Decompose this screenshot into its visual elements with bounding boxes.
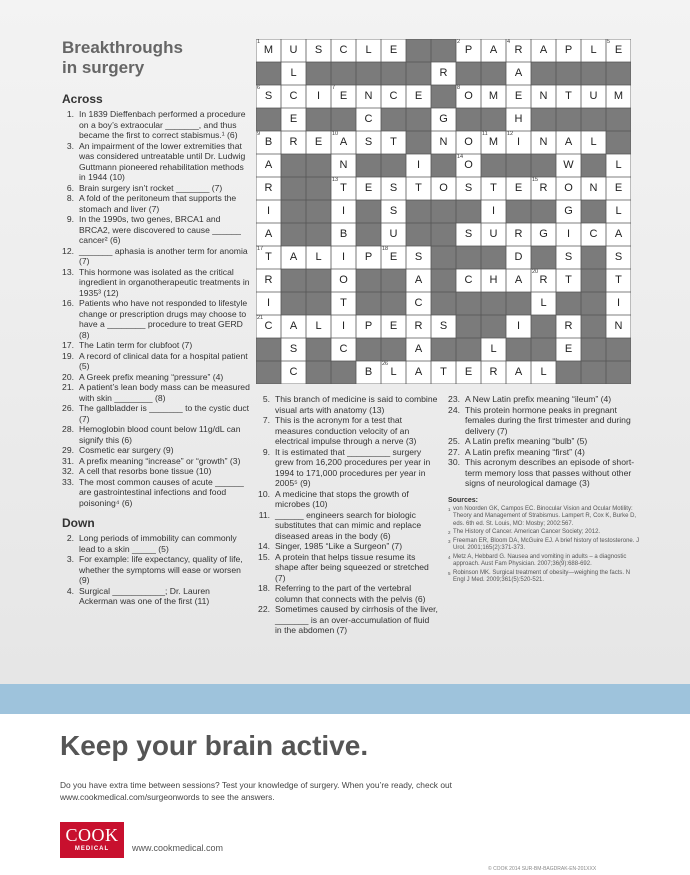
- cell-letter: I: [566, 228, 571, 240]
- clue-item: [62, 554, 250, 586]
- clue-item: [62, 267, 250, 299]
- clue-text: Cosmetic ear surgery (9): [79, 445, 174, 455]
- cell-letter: E: [564, 343, 573, 355]
- title-line-1: Breakthroughs: [62, 38, 183, 57]
- clue-item: [62, 456, 250, 467]
- clue-number: 16.: [62, 298, 74, 308]
- clue-text: This hormone was isolated as the critical ingredient in organotherapeutic treatments in 1935³ (12): [79, 266, 250, 298]
- cell-letter: C: [289, 366, 298, 378]
- cell-letter: B: [364, 366, 373, 378]
- cell-number: 14: [457, 154, 464, 160]
- source-text: von Noorden GK, Campos EC. Binocular Vision and Ocular Motility: Theory and Management of Strabismus. Lampert R, Cox K, Burke D, eds. 6th ed. St. Louis, MO: Mosby; 2002:567.: [453, 505, 637, 527]
- cell-letter: U: [289, 44, 298, 56]
- cell-letter: E: [614, 44, 623, 56]
- clue-item: [258, 447, 438, 489]
- down-clue-list-3-items: [448, 394, 640, 489]
- sources-heading: Sources:: [448, 496, 478, 504]
- clue-number: 31.: [62, 455, 74, 466]
- clue-item: [448, 436, 640, 447]
- clue-number: 1.: [66, 109, 74, 119]
- cell-letter: B: [264, 136, 273, 148]
- clue-item: [62, 340, 250, 351]
- cell-letter: C: [264, 320, 273, 332]
- clue-text: Brain surgery isn’t rocket _______ (7): [79, 182, 223, 193]
- cell-letter: C: [414, 297, 423, 309]
- clue-text: A prefix meaning “increase” or “growth” (3): [79, 455, 241, 466]
- cell-letter: N: [439, 136, 448, 148]
- cell-letter: A: [564, 136, 573, 148]
- cell-letter: N: [539, 136, 548, 148]
- cell-letter: O: [464, 136, 473, 148]
- cell-letter: P: [364, 320, 373, 332]
- down-heading: Down: [62, 516, 95, 530]
- cell-number: 5: [607, 39, 611, 45]
- clue-number: 32.: [62, 466, 74, 476]
- cell-letter: S: [289, 343, 298, 355]
- cell-letter: A: [539, 44, 548, 56]
- cell-letter: L: [540, 297, 547, 309]
- cell-letter: C: [589, 228, 598, 240]
- source-item: [448, 570, 640, 585]
- clue-text: Surgical ___________; Dr. Lauren Ackerman was one of the first (11): [79, 585, 210, 606]
- cell-letter: A: [339, 136, 348, 148]
- cell-letter: O: [564, 182, 573, 194]
- cell-letter: U: [389, 228, 398, 240]
- down-clue-list-3: [448, 394, 640, 586]
- clue-number: 6.: [66, 182, 74, 193]
- clue-item: [448, 405, 640, 437]
- clue-text: This is the acronym for a test that measures conduction velocity of an electrical impulse through a nerve (3): [275, 415, 417, 446]
- cell-letter: E: [339, 90, 348, 102]
- cell-letter: L: [315, 251, 322, 263]
- grid-lines: [256, 39, 631, 384]
- cell-letter: S: [264, 90, 273, 102]
- clue-number: 4.: [66, 585, 74, 596]
- cell-letter: E: [389, 320, 398, 332]
- clue-number: 29.: [62, 445, 74, 455]
- cell-number: 13: [332, 177, 339, 183]
- clue-text: Patients who have not responded to lifestyle change or prescription drugs may choose to have a ________ procedure to treat GERD (8): [79, 298, 248, 340]
- clue-item: [258, 583, 438, 604]
- clue-number: 21.: [62, 382, 74, 392]
- cell-letter: G: [539, 228, 548, 240]
- cell-letter: T: [340, 182, 347, 194]
- clue-text: _______ aphasia is another term for anomia (7): [79, 245, 248, 266]
- cell-letter: L: [590, 44, 597, 56]
- cell-letter: S: [389, 205, 398, 217]
- clue-number: 15.: [258, 551, 270, 562]
- source-text: Robinson MK. Surgical treatment of obesity—weighing the facts. N Engl J Med. 2009;361(5):520-521.: [453, 569, 631, 583]
- cell-letter: E: [464, 366, 473, 378]
- cell-letter: R: [539, 274, 548, 286]
- cell-letter: E: [389, 44, 398, 56]
- sources-list: [448, 506, 640, 585]
- cell-letter: A: [614, 228, 623, 240]
- cell-letter: I: [341, 320, 346, 332]
- cell-letter: U: [489, 228, 498, 240]
- clue-item: [62, 403, 250, 424]
- clue-item: [62, 183, 250, 194]
- cell-letter: I: [316, 90, 321, 102]
- cell-letter: P: [364, 251, 373, 263]
- clue-text: A protein that helps tissue resume its shape after being squeezed or stretched (7): [275, 551, 429, 583]
- cell-number: 9: [257, 131, 261, 137]
- source-text: Freeman ER, Bloom DA, McGuire EJ. A brief history of testosterone. J Urol. 2001;165(2):371-373.: [453, 537, 640, 551]
- clue-number: 27.: [448, 446, 460, 457]
- clue-text: This branch of medicine is said to combine visual arts with anatomy (13): [275, 394, 438, 415]
- clue-item: [62, 246, 250, 267]
- crossword-grid: [256, 39, 631, 384]
- cell-letter: I: [491, 205, 496, 217]
- cell-number: 6: [257, 85, 261, 91]
- cell-letter: A: [514, 366, 523, 378]
- clue-number: 19.: [62, 350, 74, 361]
- across-clue-list: [62, 109, 250, 508]
- cell-letter: I: [416, 159, 421, 171]
- cell-letter: M: [488, 90, 499, 102]
- source-text: The History of Cancer. American Cancer Society; 2012.: [453, 529, 601, 535]
- clue-item: [62, 424, 250, 445]
- cell-letter: S: [364, 136, 373, 148]
- divider-band: [0, 684, 690, 714]
- clue-item: [258, 415, 438, 447]
- clue-text: ______ engineers search for biologic substitutes that can mimic and replace diseased areas in the body (6): [275, 509, 422, 541]
- cell-number: 15: [532, 177, 539, 183]
- promo-headline: Keep your brain active.: [60, 730, 369, 761]
- cell-letter: E: [364, 182, 373, 194]
- cell-letter: H: [514, 113, 523, 125]
- cook-medical-logo: [60, 822, 124, 858]
- clue-text: A record of clinical data for a hospital patient (5): [79, 350, 248, 371]
- clue-number: 12.: [62, 245, 74, 256]
- source-number: 5: [448, 570, 451, 576]
- clue-text: Long periods of immobility can commonly lead to a skin _____ (5): [79, 533, 237, 554]
- logo-sub: MEDICAL: [74, 846, 110, 852]
- clue-number: 8.: [66, 193, 74, 203]
- cell-letter: I: [516, 320, 521, 332]
- cell-letter: P: [464, 44, 473, 56]
- clue-number: 22.: [258, 604, 270, 614]
- cell-number: 2: [457, 39, 461, 45]
- cell-number: 20: [532, 269, 539, 275]
- cell-letter: I: [341, 251, 346, 263]
- cell-number: 11: [482, 131, 488, 137]
- cell-letter: T: [265, 251, 272, 263]
- cell-number: 18: [382, 246, 389, 252]
- cell-letter: S: [439, 320, 448, 332]
- cell-letter: T: [565, 90, 572, 102]
- clue-number: 5.: [262, 394, 270, 404]
- cell-letter: I: [516, 136, 521, 148]
- cell-number: 21: [257, 315, 264, 321]
- cell-letter: L: [540, 366, 547, 378]
- cell-letter: L: [615, 205, 622, 217]
- cell-letter: T: [490, 182, 497, 194]
- cell-letter: I: [266, 297, 271, 309]
- cell-letter: S: [564, 251, 573, 263]
- source-number: 2: [448, 530, 451, 535]
- cell-letter: S: [464, 228, 473, 240]
- clue-item: [258, 552, 438, 584]
- cell-letter: A: [264, 159, 273, 171]
- clue-item: [448, 394, 640, 405]
- cell-letter: N: [614, 320, 623, 332]
- cell-letter: L: [315, 320, 322, 332]
- cell-letter: E: [289, 113, 298, 125]
- page-title: [62, 38, 250, 78]
- source-number: 3: [448, 538, 451, 544]
- left-column: [62, 38, 250, 607]
- cell-letter: S: [389, 182, 398, 194]
- cell-letter: A: [264, 228, 273, 240]
- clue-number: 3.: [66, 554, 74, 564]
- cell-number: 17: [257, 246, 264, 252]
- clue-text: A medicine that stops the growth of microbes (10): [275, 488, 409, 509]
- website-link[interactable]: www.cookmedical.com: [132, 843, 224, 853]
- clue-item: [62, 445, 250, 456]
- cell-letter: E: [314, 136, 323, 148]
- clue-text: A Latin prefix meaning “first” (4): [465, 446, 585, 457]
- cell-letter: T: [390, 136, 397, 148]
- cell-letter: M: [613, 90, 624, 102]
- cell-letter: G: [564, 205, 573, 217]
- cell-letter: T: [615, 274, 622, 286]
- clue-text: The gallbladder is _______ to the cystic duct (7): [79, 403, 250, 424]
- cell-letter: T: [440, 366, 447, 378]
- clue-number: 9.: [66, 214, 74, 224]
- clue-item: [448, 447, 640, 458]
- cell-letter: G: [439, 113, 448, 125]
- clue-number: 17.: [62, 340, 74, 350]
- cell-letter: A: [514, 274, 523, 286]
- cell-letter: E: [614, 182, 623, 194]
- cell-letter: B: [339, 228, 348, 240]
- cell-letter: A: [289, 251, 298, 263]
- cell-letter: N: [364, 90, 373, 102]
- cell-letter: E: [414, 90, 423, 102]
- cell-letter: R: [514, 228, 523, 240]
- cell-letter: O: [464, 159, 473, 171]
- cell-letter: R: [514, 44, 523, 56]
- clue-item: [258, 510, 438, 542]
- clue-item: [258, 394, 438, 415]
- cell-letter: N: [539, 90, 548, 102]
- cell-letter: S: [464, 182, 473, 194]
- clue-item: [62, 477, 250, 509]
- source-item: [448, 538, 640, 553]
- clue-number: 23.: [448, 394, 460, 404]
- source-item: [448, 554, 640, 569]
- cell-number: 7: [332, 85, 336, 91]
- clue-number: 24.: [448, 404, 460, 415]
- cell-letter: E: [514, 90, 523, 102]
- clue-item: [62, 372, 250, 383]
- cell-letter: L: [615, 159, 622, 171]
- clue-text: For example: life expectancy, quality of life, whether the symptoms will ease or worsen (9): [79, 554, 243, 585]
- clue-number: 13.: [62, 266, 74, 277]
- source-text: Metz A, Hebbard G. Nausea and vomiting in adults – a diagnostic approach. Aust Fam Physician. 2007;36(9):688-692.: [453, 553, 627, 567]
- cell-letter: N: [589, 182, 598, 194]
- cell-letter: O: [439, 182, 448, 194]
- clue-text: Singer, 1985 “Like a Surgeon” (7): [275, 541, 403, 551]
- clue-item: [62, 193, 250, 214]
- source-item: [448, 506, 640, 529]
- cell-letter: O: [339, 274, 348, 286]
- clue-text: Referring to the part of the vertebral column that connects with the pelvis (6): [275, 583, 426, 604]
- cell-letter: M: [263, 44, 274, 56]
- cell-letter: R: [289, 136, 298, 148]
- cell-letter: L: [365, 44, 372, 56]
- cell-letter: A: [289, 320, 298, 332]
- clue-item: [62, 382, 250, 403]
- clue-number: 7.: [262, 415, 270, 425]
- clue-number: 26.: [62, 403, 74, 413]
- cell-letter: T: [565, 274, 572, 286]
- cell-letter: A: [414, 343, 423, 355]
- clue-text: The Latin term for clubfoot (7): [79, 340, 193, 350]
- clue-number: 10.: [258, 488, 270, 499]
- cell-letter: R: [264, 182, 273, 194]
- clue-text: A Greek prefix meaning “pressure” (4): [79, 371, 224, 382]
- source-number: 1: [448, 506, 451, 512]
- cell-letter: O: [464, 90, 473, 102]
- clue-number: 18.: [258, 583, 270, 593]
- cell-number: 4: [507, 39, 511, 45]
- cell-letter: I: [266, 205, 271, 217]
- cell-letter: W: [563, 159, 574, 171]
- cell-letter: R: [539, 182, 548, 194]
- cell-letter: C: [389, 90, 398, 102]
- clue-number: 9.: [262, 446, 270, 457]
- cell-letter: L: [590, 136, 597, 148]
- cell-number: 8: [457, 85, 461, 91]
- clue-item: [62, 351, 250, 372]
- cell-letter: R: [264, 274, 273, 286]
- cell-number: 1: [257, 39, 261, 45]
- clue-item: [62, 298, 250, 340]
- cell-letter: L: [390, 366, 397, 378]
- cell-letter: C: [339, 343, 348, 355]
- clue-number: 33.: [62, 476, 74, 487]
- title-line-2: in surgery: [62, 58, 145, 77]
- clue-item: [62, 586, 250, 607]
- cell-letter: D: [514, 251, 523, 263]
- cell-letter: R: [564, 320, 573, 332]
- cell-letter: S: [614, 251, 623, 263]
- clue-text: The most common causes of acute ______ are gastrointestinal infections and food poisoning⁴ (6): [79, 476, 244, 508]
- clue-number: 11.: [258, 509, 270, 520]
- source-item: [448, 529, 640, 537]
- clue-text: Hemoglobin blood count below 11g/dL can signify this (6): [79, 424, 241, 445]
- cell-letter: I: [341, 205, 346, 217]
- cell-letter: L: [290, 67, 297, 79]
- cell-letter: U: [589, 90, 598, 102]
- clue-text: An impairment of the lower extremities that was considered untreatable until Dr. Ludwig Guttmann pioneered rehabilitation methods in 1944 (10): [79, 140, 246, 182]
- promo-body: Do you have extra time between sessions? Test your knowledge of surgery. When you’re ready, check out www.cookmedical.com/surgeonwords to see the answers.: [60, 780, 452, 802]
- clue-text: This acronym describes an episode of short-term memory loss that passes without other signs of neurological damage (3): [465, 457, 635, 488]
- clue-text: A patient’s lean body mass can be measured with skin ________ (8): [79, 382, 250, 403]
- down-clue-list-1: [62, 533, 250, 607]
- cell-letter: R: [439, 67, 448, 79]
- cell-letter: R: [414, 320, 423, 332]
- clue-item: [448, 457, 640, 489]
- clue-item: [62, 141, 250, 183]
- clue-text: A cell that resorbs bone tissue (10): [79, 466, 212, 476]
- clue-item: [258, 604, 438, 636]
- cell-letter: E: [514, 182, 523, 194]
- clue-number: 14.: [258, 541, 270, 551]
- cell-letter: H: [489, 274, 498, 286]
- cell-letter: C: [289, 90, 298, 102]
- clue-text: In 1839 Dieffenbach performed a procedure on a boy’s extraocular _______, and thus became the first to correct stabismus.¹ (6): [79, 109, 246, 140]
- cell-letter: A: [514, 67, 523, 79]
- clue-number: 28.: [62, 424, 74, 434]
- cell-letter: E: [389, 251, 398, 263]
- clue-number: 3.: [66, 140, 74, 151]
- cell-letter: A: [414, 366, 423, 378]
- cell-number: 26: [382, 361, 389, 367]
- cell-letter: C: [339, 44, 348, 56]
- cell-letter: S: [414, 251, 423, 263]
- cell-letter: T: [415, 182, 422, 194]
- cell-letter: I: [616, 297, 621, 309]
- clue-number: 25.: [448, 436, 460, 446]
- clue-text: In the 1990s, two genes, BRCA1 and BRCA2, were discovered to cause ______ cancer² (6): [79, 214, 241, 245]
- cell-letter: C: [464, 274, 473, 286]
- cell-letter: T: [340, 297, 347, 309]
- cell-letter: S: [314, 44, 323, 56]
- cell-letter: P: [564, 44, 573, 56]
- source-number: 4: [448, 554, 451, 560]
- cell-letter: R: [489, 366, 498, 378]
- clue-item: [258, 489, 438, 510]
- cell-number: 12: [507, 131, 514, 137]
- logo-word: COOK: [65, 825, 119, 845]
- cell-letter: A: [414, 274, 423, 286]
- across-heading: Across: [62, 92, 103, 106]
- clue-item: [62, 533, 250, 554]
- down-clue-list-2: [258, 394, 438, 636]
- clue-item: [62, 466, 250, 477]
- cell-letter: N: [339, 159, 348, 171]
- clue-text: It is estimated that _________ surgery grew from 16,200 procedures per year in 1994 to 171,000 procedures per year in 2005⁵ (9): [275, 446, 431, 488]
- cell-letter: A: [489, 44, 498, 56]
- clue-number: 30.: [448, 457, 460, 467]
- clue-text: A Latin prefix meaning “bulb” (5): [465, 436, 588, 446]
- clue-item: [62, 109, 250, 141]
- clue-text: Sometimes caused by cirrhosis of the liver, _______ is an over-accumulation of fluid in the abdomen (7): [275, 604, 438, 635]
- clue-text: A New Latin prefix meaning “ileum” (4): [465, 394, 612, 404]
- cell-letter: C: [364, 113, 373, 125]
- copyright: © COOK 2014 SUR-BM-BAGDRAK-EN-201XXX: [488, 866, 597, 872]
- cell-letter: M: [488, 136, 499, 148]
- cell-letter: L: [490, 343, 497, 355]
- cell-number: 10: [332, 131, 339, 137]
- clue-text: This protein hormone peaks in pregnant females during the first trimester and during delivery (7): [465, 404, 631, 436]
- clue-item: [62, 214, 250, 246]
- clue-item: [258, 541, 438, 552]
- clue-number: 20.: [62, 371, 74, 382]
- clue-number: 2.: [66, 533, 74, 543]
- clue-text: A fold of the peritoneum that supports the stomach and liver (7): [79, 193, 237, 214]
